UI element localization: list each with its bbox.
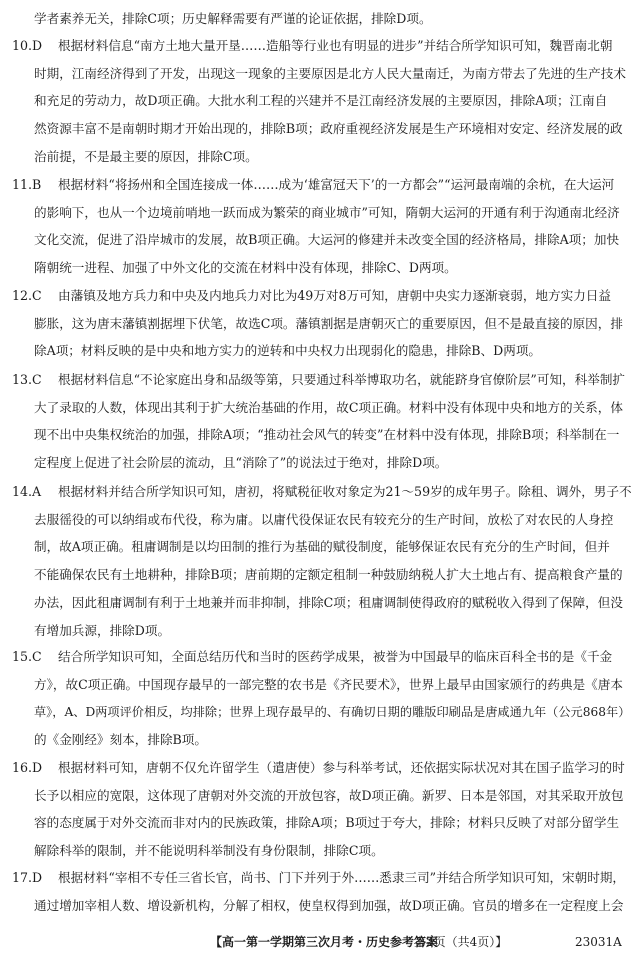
answer-number-label: 16.D	[12, 760, 43, 775]
answer-text-line: 方》，故C项正确。中国现存最早的一部完整的农书是《齐民要术》，世界上最早由国家颁行的药典是《唐本	[34, 676, 623, 692]
answer-number-label: 12.C	[12, 288, 42, 303]
answer-text-line: 除A项；材料反映的是中央和地方实力的逆转和中央权力出现弱化的隐患，排除B、D两项。	[34, 343, 542, 359]
answer-text-line: 然资源丰富不是南朝时期才开始出现的，排除B项；政府重视经济发展是生产环境相对安定、经济发展的政	[34, 121, 623, 137]
answer-number-label: 10.D	[12, 38, 43, 53]
answer-text-line: 解除科举的限制，并不能说明科举制没有身份限制，排除C项。	[34, 843, 384, 859]
answer-text-line: 隋朝统一进程、加强了中外文化的交流在材料中没有体现，排除C、D两项。	[34, 260, 457, 276]
answer-number-label: 11.B	[12, 177, 42, 192]
answer-text-line: 由藩镇及地方兵力和中央及内地兵力对比为49万对8万可知，唐朝中央实力逐渐衰弱，地方实力日益	[58, 288, 611, 303]
answer-text-line: 时期，江南经济得到了开发，出现这一现象的主要原因是北方人民大量南迁，为南方带去了先进的生产技术	[34, 65, 626, 81]
answer-text-line: 制，故A项正确。租庸调制是以均田制的推行为基础的赋役制度，能够保证农民有充分的生产时间，但并	[34, 539, 610, 555]
footer-title: 【高一第一学期第三次月考・历史参考答案	[210, 935, 439, 949]
answer-text-line: 文化交流，促进了沿岸城市的发展，故B项正确。大运河的修建并未改变全国的经济格局，排除A项；加快	[34, 232, 620, 248]
answer-text-line: 治前提，不是最主要的原因，排除C项。	[34, 148, 258, 164]
answer-text-line: 长予以相应的宽限，这体现了唐朝对外交流的开放包容，故D项正确。新罗、日本是邻国，对其采取开放包	[34, 787, 624, 803]
answer-text-line: 办法，因此租庸调制有利于土地兼并而非抑制，排除C项；租庸调制使得政府的赋税收入得到了保障，但没	[34, 594, 623, 610]
answer-text-line: 的《金刚经》刻本，排除B项。	[34, 732, 207, 748]
footer-exam-code: 23031A	[575, 935, 622, 949]
footer-page-number: 第2页（共4页）】	[414, 935, 508, 949]
answer-number-label: 15.C	[12, 649, 42, 664]
answer-text-line: 根据材料信息“不论家庭出身和品级等第，只要通过科举博取功名，就能跻身官僚阶层”可知，科举制扩	[58, 372, 626, 387]
answer-text-line: 定程度上促进了社会阶层的流动，且“消除了”的说法过于绝对，排除D项。	[34, 455, 448, 471]
answer-text-line: 膨胀，这为唐末藩镇割据埋下伏笔，故选C项。藩镇割据是唐朝灭亡的重要原因，但不是最直接的原因，排	[34, 315, 623, 331]
answer-text-line: 大了录取的人数，体现出其利于扩大统治基础的作用，故C项正确。材料中没有体现中央和地方的关系，体	[34, 399, 623, 415]
answer-number-label: 13.C	[12, 372, 42, 387]
answer-text-line: 根据材料“宰相不专任三省长官，尚书、门下并列于外……悉隶三司”并结合所学知识可知，宋朝时期，	[58, 870, 626, 885]
answer-number-label: 17.D	[12, 870, 43, 885]
answer-text-line: 通过增加宰相人数、增设新机构，分解了相权，使皇权得到加强，故D项正确。官员的增多在一定程度上会	[34, 897, 624, 913]
answer-text-line: 去服徭役的可以纳绢或布代役，称为庸。以庸代役保证农民有较充分的生产时间，放松了对农民的人身控	[34, 511, 614, 527]
answer-text-line: 学者素养无关，排除C项；历史解释需要有严谨的论证依据，排除D项。	[34, 11, 432, 26]
answer-text-line: 根据材料信息“南方土地大量开垦……造船等行业也有明显的进步”并结合所学知识可知，魏晋南北朝	[58, 38, 613, 53]
answer-text-line: 现不出中央集权统治的加强，排除A项；“推动社会风气的转变”在材料中没有体现，排除B项；科举制在一	[34, 427, 620, 443]
answer-text-line: 容的态度属于对外交流而非对内的民族政策，排除A项；B项过于夸大，排除；材料只反映了对部分留学生	[34, 815, 620, 831]
answer-text-line: 和充足的劳动力，故D项正确。大批水利工程的兴建并不是江南经济发展的主要原因，排除A项；江南自	[34, 93, 608, 109]
answer-text-line: 草》，A、D两项评价相反，均排除；世界上现存最早的、有确切日期的雕版印刷品是唐咸通九年（公元868年）	[34, 705, 631, 720]
answer-text-line: 根据材料可知，唐朝不仅允许留学生（遣唐使）参与科举考试，还依据实际状况对其在国子监学习的时	[58, 760, 625, 775]
answer-text-line: 有增加兵源，排除D项。	[34, 622, 171, 638]
answer-text-line: 根据材料“将扬州和全国连接成一体……成为‘雄富冠天下’的一方都会”“运河最南端的余杭，在大运河	[58, 177, 615, 192]
page-footer	[0, 930, 644, 954]
answer-number-label: 14.A	[12, 484, 42, 499]
answer-text-line: 结合所学知识可知，全面总结历代和当时的医药学成果，被誉为中国最早的临床百科全书的是《千金	[58, 649, 613, 664]
answer-text-line: 根据材料并结合所学知识可知，唐初，将赋税征收对象定为21～59岁的成年男子。除租、调外，男子不	[58, 484, 632, 499]
answer-text-line: 的影响下，也从一个边境前哨地一跃而成为繁荣的商业城市”可知，隋朝大运河的开通有利于沟通南北经济	[34, 204, 620, 220]
answer-text-line: 不能确保农民有土地耕种，排除B项；唐前期的定额定租制一种鼓励纳税人扩大土地占有、提高粮食产量的	[34, 567, 623, 583]
